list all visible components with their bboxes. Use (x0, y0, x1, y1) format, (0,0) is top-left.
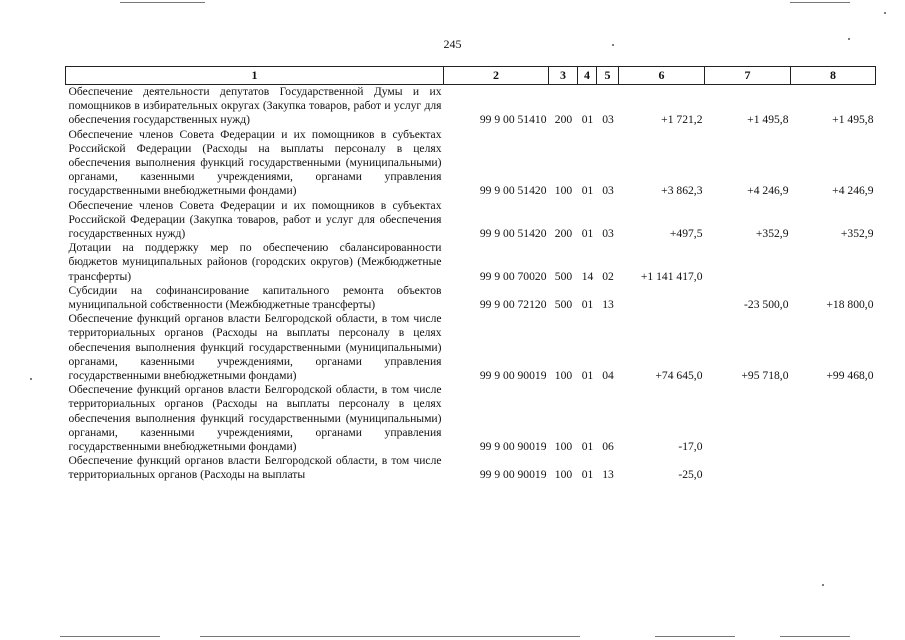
row-c6: +74 645,0 (655, 369, 703, 383)
row-c4: 01 (581, 468, 594, 482)
table-row (66, 284, 876, 312)
table-row (66, 85, 876, 128)
scan-artifact-line (790, 2, 850, 3)
row-c6 (619, 284, 705, 312)
row-c4: 01 (581, 369, 594, 383)
row-c7 (705, 454, 791, 482)
row-c4: 01 (581, 184, 594, 198)
row-code: 99 9 00 72120 (479, 298, 547, 312)
scan-artifact-line (120, 2, 205, 3)
row-code: 99 9 00 51410 (479, 113, 547, 127)
table-row (66, 383, 876, 454)
row-description: Обеспечение членов Совета Федерации и их помощников в субъектах Российской Федерации (Расходы на выплаты персоналу в целях обеспечения выполнения функций государственными (муниципальными) органами, казенными учреждениями, органами управления государственными внебюджетными фондами) (68, 127, 442, 198)
scan-speck (30, 378, 32, 380)
scan-artifact-line (780, 636, 850, 637)
column-header: 1 (66, 67, 444, 85)
table-row (66, 454, 876, 482)
scan-speck (884, 12, 886, 14)
column-header: 2 (444, 67, 549, 85)
row-c4: 01 (581, 440, 594, 454)
column-header: 4 (578, 67, 597, 85)
row-c5: 03 (602, 113, 614, 127)
row-c3: 500 (554, 269, 573, 283)
row-c5: 13 (602, 298, 614, 312)
row-description: Обеспечение функций органов власти Белгородской области, в том числе территориальных органов (Расходы на выплаты персоналу в целях обеспечения выполнения функций государственными (муниципальными) органами, казенными учреждениями, органами управления государственными внебюджетными фондами) (68, 383, 442, 454)
row-description: Обеспечение функций органов власти Белгородской области, в том числе территориальных органов (Расходы на выплаты (68, 454, 442, 482)
header-row (66, 67, 876, 85)
column-header: 7 (705, 67, 791, 85)
row-c4: 01 (581, 113, 594, 127)
row-c7: +352,9 (755, 227, 789, 241)
row-c8 (791, 241, 876, 284)
row-description: Обеспечение деятельности депутатов Государственной Думы и их помощников в избирательных округах (Закупка товаров, работ и услуг для обеспечения государственных нужд) (68, 85, 442, 127)
row-c5: 04 (602, 369, 614, 383)
row-description: Дотации на поддержку мер по обеспечению сбалансированности бюджетов муниципальных районов (городских округов) (Межбюджетные трансферты) (68, 241, 442, 283)
row-c8: +1 495,8 (832, 113, 874, 127)
row-c3: 100 (554, 369, 573, 383)
row-c8: +4 246,9 (832, 184, 874, 198)
scan-artifact-line (200, 636, 580, 637)
row-c6: +1 721,2 (661, 113, 703, 127)
row-c7: -23 500,0 (744, 298, 789, 312)
row-c3: 200 (554, 113, 573, 127)
column-header: 3 (549, 67, 578, 85)
row-c3: 100 (554, 184, 573, 198)
row-c6: +1 141 417,0 (640, 269, 703, 283)
row-code: 99 9 00 51420 (479, 227, 547, 241)
row-c7: +4 246,9 (747, 184, 789, 198)
row-c8: +352,9 (840, 227, 874, 241)
row-c3: 500 (554, 298, 573, 312)
row-c5: 03 (602, 184, 614, 198)
scan-artifact-line (60, 636, 160, 637)
row-c4: 01 (581, 298, 594, 312)
row-c8: +99 468,0 (826, 369, 874, 383)
row-c4: 14 (581, 269, 594, 283)
table-row (66, 312, 876, 383)
column-header: 5 (597, 67, 619, 85)
row-c6: +497,5 (669, 227, 703, 241)
budget-table (65, 66, 876, 483)
scan-artifact-line (655, 636, 735, 637)
table-row (66, 199, 876, 242)
column-header: 8 (791, 67, 876, 85)
page-number: 245 (443, 37, 462, 51)
row-c5: 02 (602, 269, 614, 283)
row-c5: 06 (602, 440, 614, 454)
column-header: 6 (619, 67, 705, 85)
row-c8: +18 800,0 (826, 298, 874, 312)
row-c5: 03 (602, 227, 614, 241)
row-c7: +95 718,0 (741, 369, 789, 383)
row-code: 99 9 00 90019 (479, 468, 547, 482)
row-code: 99 9 00 90019 (479, 369, 547, 383)
table-row (66, 241, 876, 284)
row-c8 (791, 383, 876, 454)
row-code: 99 9 00 51420 (479, 184, 547, 198)
table-row (66, 128, 876, 199)
row-c7 (705, 383, 791, 454)
row-c3: 100 (554, 468, 573, 482)
row-code: 99 9 00 70020 (479, 269, 547, 283)
row-description: Субсидии на софинансирование капитального ремонта объектов муниципальной собственности (Межбюджетные трансферты) (68, 283, 442, 312)
row-description: Обеспечение функций органов власти Белгородской области, в том числе территориальных органов (Расходы на выплаты персоналу в целях обеспечения выполнения функций государственными (муниципальными) органами, казенными учреждениями, органами управления государственными внебюджетными фондами) (68, 312, 442, 383)
row-c6: -25,0 (678, 468, 703, 482)
row-c6: -17,0 (678, 440, 703, 454)
row-c3: 200 (554, 227, 573, 241)
scan-speck (822, 584, 824, 586)
row-c6: +3 862,3 (661, 184, 703, 198)
row-description: Обеспечение членов Совета Федерации и их помощников в субъектах Российской Федерации (Закупка товаров, работ и услуг для обеспечения государственных нужд) (68, 198, 442, 241)
row-code: 99 9 00 90019 (479, 440, 547, 454)
row-c8 (791, 454, 876, 482)
row-c7: +1 495,8 (747, 113, 789, 127)
row-c4: 01 (581, 227, 594, 241)
row-c7 (705, 241, 791, 284)
row-c5: 13 (602, 468, 614, 482)
row-c3: 100 (554, 440, 573, 454)
